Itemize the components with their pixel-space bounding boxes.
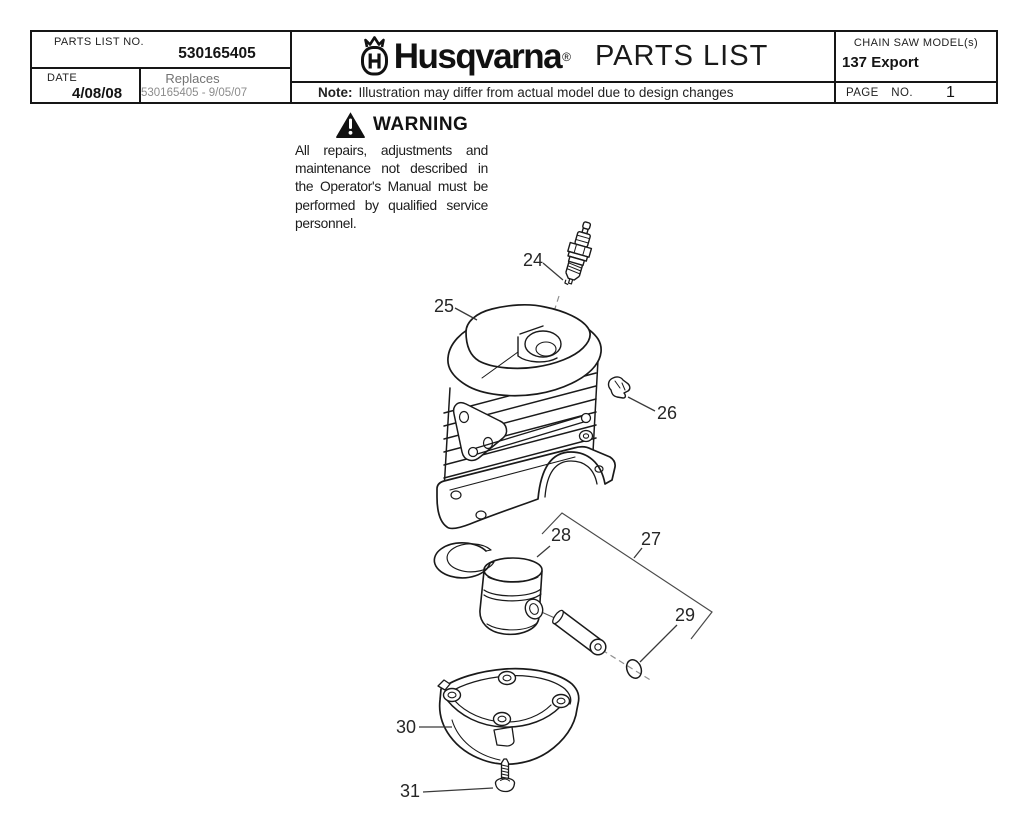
callout-30: 30 [395, 717, 417, 737]
warning-line: personnel. [295, 215, 357, 231]
warning-line: the Operator's Manual must be [295, 179, 488, 195]
note-text: Illustration may differ from actual model due to design changes [358, 85, 734, 100]
callout-28: 28 [550, 525, 572, 545]
warning-line: All repairs, adjustments and [295, 143, 488, 158]
registered-mark: ® [562, 49, 571, 64]
warning-title: WARNING [373, 114, 469, 135]
parts-list-no-label: PARTS LIST NO. [54, 36, 144, 48]
piston-drawing [480, 558, 557, 634]
parts-list-no-value: 530165405 [178, 45, 256, 62]
warning-line: maintenance not described in [295, 161, 488, 177]
callout-26: 26 [656, 403, 678, 423]
note-label: Note: [318, 85, 353, 100]
crankcase-cover-drawing [438, 669, 579, 765]
model-value: 137 Export [842, 54, 919, 71]
clip-drawing [609, 377, 630, 398]
cylinder-drawing [437, 305, 615, 529]
spark-plug-drawing [559, 219, 598, 288]
callout-24: 24 [522, 250, 544, 270]
doc-title: PARTS LIST [594, 40, 769, 72]
wrist-pin-drawing [551, 609, 606, 655]
callout-25: 25 [433, 296, 455, 316]
replaces-label: Replaces [165, 71, 220, 86]
brand-name: Husqvarna [393, 36, 562, 76]
page-no-value: 1 [946, 84, 955, 101]
replaces-value: 530165405 - 9/05/07 [141, 87, 248, 99]
callout-31: 31 [399, 781, 421, 801]
callout-27: 27 [640, 529, 662, 549]
callout-29: 29 [674, 605, 696, 625]
date-value: 4/08/08 [72, 85, 123, 102]
date-label: DATE [47, 72, 78, 84]
model-label: CHAIN SAW MODEL(s) [853, 37, 979, 49]
warning-line: performed by qualified service [295, 197, 488, 213]
page-no-label: PAGE NO. [846, 87, 913, 99]
